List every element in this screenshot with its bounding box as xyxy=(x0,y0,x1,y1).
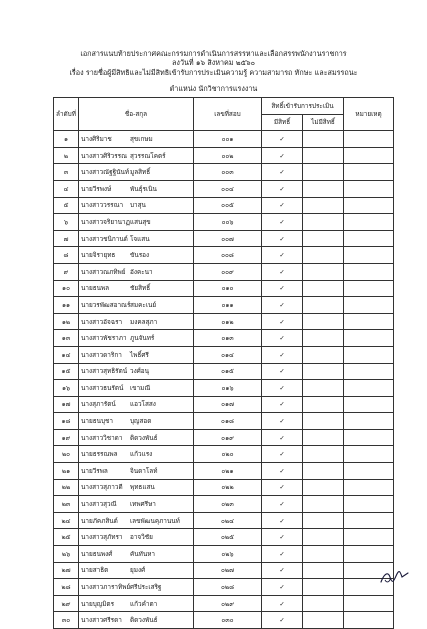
has-right-check-icon: ✓ xyxy=(262,297,303,314)
no-right-cell xyxy=(303,562,344,579)
last-name: โจแสน xyxy=(130,234,150,243)
row-number: ๑๘ xyxy=(54,413,79,430)
no-right-cell xyxy=(303,380,344,397)
table-row xyxy=(54,313,394,330)
row-number: ๑๔ xyxy=(54,346,79,363)
candidate-name xyxy=(79,180,194,197)
candidate-name xyxy=(79,363,194,380)
exam-number: ๐๐๔ xyxy=(194,180,262,197)
exam-number: ๐๒๘ xyxy=(194,579,262,596)
table-row xyxy=(54,429,394,446)
col-header-no-right: ไม่มีสิทธิ์ xyxy=(303,114,344,131)
exam-number: ๐๐๑ xyxy=(194,131,262,148)
exam-number: ๐๑๘ xyxy=(194,413,262,430)
remark-cell xyxy=(344,297,394,314)
first-name: นายจิรายุทธ xyxy=(81,251,116,260)
row-number: ๑๕ xyxy=(54,363,79,380)
remark-cell xyxy=(344,396,394,413)
candidate-name xyxy=(79,463,194,480)
candidate-name xyxy=(79,197,194,214)
table-row xyxy=(54,612,394,629)
row-number: ๒ xyxy=(54,147,79,164)
no-right-cell xyxy=(303,595,344,612)
candidate-name xyxy=(79,164,194,181)
last-name: บุญสอด xyxy=(130,417,152,426)
table-row xyxy=(54,546,394,563)
has-right-check-icon: ✓ xyxy=(262,496,303,513)
exam-number: ๐๐๕ xyxy=(194,197,262,214)
no-right-cell xyxy=(303,396,344,413)
no-right-cell xyxy=(303,263,344,280)
remark-cell xyxy=(344,147,394,164)
table-row xyxy=(54,579,394,596)
row-number: ๒๘ xyxy=(54,579,79,596)
table-row xyxy=(54,197,394,214)
row-number: ๑ xyxy=(54,131,79,148)
last-name: พุทธแสน xyxy=(130,483,155,492)
row-number: ๔ xyxy=(54,180,79,197)
last-name: สุวรรณโคตร์ xyxy=(130,151,166,160)
row-number: ๓๐ xyxy=(54,612,79,629)
remark-cell xyxy=(344,546,394,563)
col-header-rights: สิทธิ์เข้ารับการประเมิน xyxy=(262,98,344,115)
has-right-check-icon: ✓ xyxy=(262,529,303,546)
table-row xyxy=(54,496,394,513)
has-right-check-icon: ✓ xyxy=(262,546,303,563)
remark-cell xyxy=(344,512,394,529)
row-number: ๓ xyxy=(54,164,79,181)
has-right-check-icon: ✓ xyxy=(262,396,303,413)
remark-cell xyxy=(344,413,394,430)
doc-heading: เอกสารแนบท้ายประกาศคณะกรรมการดำเนินการสรรหาและเลือกสรรพนักงานราชการ xyxy=(80,49,347,58)
candidate-name xyxy=(79,413,194,430)
has-right-check-icon: ✓ xyxy=(262,579,303,596)
last-name: สมคะเนย์ xyxy=(130,300,157,309)
col-header-code: เลขที่สอบ xyxy=(194,98,262,131)
row-number: ๒๕ xyxy=(54,529,79,546)
last-name: คันทันหา xyxy=(130,549,156,558)
first-name: นางสาวสุภาวดี xyxy=(81,483,123,492)
first-name: นางสาวอัจฉรา xyxy=(81,317,123,326)
last-name: บาสุน xyxy=(130,201,146,210)
table-row xyxy=(54,280,394,297)
no-right-cell xyxy=(303,313,344,330)
no-right-cell xyxy=(303,496,344,513)
table-row xyxy=(54,446,394,463)
has-right-check-icon: ✓ xyxy=(262,214,303,231)
no-right-cell xyxy=(303,230,344,247)
candidate-name xyxy=(79,512,194,529)
exam-number: ๐๑๒ xyxy=(194,313,262,330)
has-right-check-icon: ✓ xyxy=(262,131,303,148)
exam-number: ๐๒๓ xyxy=(194,496,262,513)
has-right-check-icon: ✓ xyxy=(262,346,303,363)
candidate-name xyxy=(79,579,194,596)
exam-number: ๐๐๗ xyxy=(194,230,262,247)
first-name: นางสาวจริยานาฏ xyxy=(81,217,130,226)
table-row xyxy=(54,562,394,579)
no-right-cell xyxy=(303,297,344,314)
remark-cell xyxy=(344,612,394,629)
exam-number: ๐๒๖ xyxy=(194,546,262,563)
last-name: เลขพัฒนคุภานนท์ xyxy=(130,516,180,525)
row-number: ๕ xyxy=(54,197,79,214)
last-name: พันธุ์รเนิน xyxy=(130,184,157,193)
remark-cell xyxy=(344,446,394,463)
doc-subject: เรื่อง รายชื่อผู้มีสิทธิและไม่มีสิทธิเข้ารับการประเมินความรู้ ความสามารถ ทักษะ และสมรรถนะ xyxy=(69,68,358,77)
last-name: ติดวงพันธ์ xyxy=(130,616,158,625)
exam-number: ๐๒๑ xyxy=(194,463,262,480)
remark-cell xyxy=(344,197,394,214)
first-name: นางสาวณภทิพย์ xyxy=(81,267,126,276)
first-name: นางสาวศิริวรรณ xyxy=(81,151,128,160)
col-header-remark: หมายเหตุ xyxy=(344,98,394,131)
has-right-check-icon: ✓ xyxy=(262,595,303,612)
has-right-check-icon: ✓ xyxy=(262,313,303,330)
first-name: นายสาธิต xyxy=(81,566,109,575)
table-body xyxy=(54,131,394,629)
table-row xyxy=(54,396,394,413)
table-row xyxy=(54,463,394,480)
table-row xyxy=(54,230,394,247)
table-row xyxy=(54,512,394,529)
last-name: ยุมงศ์ xyxy=(130,566,146,575)
candidate-name xyxy=(79,429,194,446)
remark-cell xyxy=(344,496,394,513)
has-right-check-icon: ✓ xyxy=(262,562,303,579)
no-right-cell xyxy=(303,429,344,446)
remark-cell xyxy=(344,230,394,247)
candidate-name xyxy=(79,247,194,264)
exam-number: ๐๑๖ xyxy=(194,380,262,397)
table-row xyxy=(54,180,394,197)
remark-cell xyxy=(344,263,394,280)
candidate-name xyxy=(79,330,194,347)
row-number: ๒๑ xyxy=(54,463,79,480)
candidate-name xyxy=(79,396,194,413)
candidate-name xyxy=(79,147,194,164)
exam-number: ๐๒๔ xyxy=(194,512,262,529)
no-right-cell xyxy=(303,612,344,629)
remark-cell xyxy=(344,479,394,496)
table-row xyxy=(54,247,394,264)
table-row xyxy=(54,529,394,546)
no-right-cell xyxy=(303,529,344,546)
candidate-name xyxy=(79,346,194,363)
has-right-check-icon: ✓ xyxy=(262,429,303,446)
no-right-cell xyxy=(303,280,344,297)
exam-number: ๐๑๕ xyxy=(194,363,262,380)
no-right-cell xyxy=(303,214,344,231)
remark-cell xyxy=(344,346,394,363)
first-name: นางสาวธนรัตน์ xyxy=(81,383,124,392)
last-name: ติดวงพันธ์ xyxy=(130,433,158,442)
no-right-cell xyxy=(303,147,344,164)
last-name: แก้วคำตา xyxy=(130,599,158,608)
table-row xyxy=(54,147,394,164)
table-row xyxy=(54,479,394,496)
has-right-check-icon: ✓ xyxy=(262,479,303,496)
no-right-cell xyxy=(303,346,344,363)
has-right-check-icon: ✓ xyxy=(262,463,303,480)
remark-cell xyxy=(344,180,394,197)
candidate-name xyxy=(79,446,194,463)
candidate-name xyxy=(79,496,194,513)
candidate-table xyxy=(53,97,394,629)
last-name: แสนสุข xyxy=(130,217,151,226)
no-right-cell xyxy=(303,164,344,181)
no-right-cell xyxy=(303,413,344,430)
signature xyxy=(378,565,412,587)
no-right-cell xyxy=(303,546,344,563)
row-number: ๒๗ xyxy=(54,562,79,579)
candidate-name xyxy=(79,297,194,314)
first-name: นายธนบุชา xyxy=(81,417,113,426)
exam-number: ๐๑๗ xyxy=(194,396,262,413)
row-number: ๗ xyxy=(54,230,79,247)
row-number: ๑๖ xyxy=(54,380,79,397)
remark-cell xyxy=(344,280,394,297)
table-row xyxy=(54,346,394,363)
remark-cell xyxy=(344,429,394,446)
table-row xyxy=(54,297,394,314)
no-right-cell xyxy=(303,330,344,347)
first-name: นางสาวดาริกา xyxy=(81,350,122,359)
table-row xyxy=(54,263,394,280)
candidate-name xyxy=(79,546,194,563)
has-right-check-icon: ✓ xyxy=(262,612,303,629)
first-name: นางสาวสุวณี xyxy=(81,500,117,509)
first-name: นางสาวพัชราภา xyxy=(81,334,127,343)
col-header-no: ลำดับที่ xyxy=(54,98,79,131)
table-row xyxy=(54,413,394,430)
has-right-check-icon: ✓ xyxy=(262,280,303,297)
exam-number: ๐๒๗ xyxy=(194,562,262,579)
exam-number: ๐๑๔ xyxy=(194,346,262,363)
row-number: ๑๐ xyxy=(54,280,79,297)
last-name: เขามณี xyxy=(130,383,151,392)
doc-position: ตำแหน่ง นักวิชาการแรงงาน xyxy=(169,84,258,93)
row-number: ๒๓ xyxy=(54,496,79,513)
candidate-name xyxy=(79,214,194,231)
last-name: ขันรอง xyxy=(130,251,150,260)
row-number: ๑๙ xyxy=(54,429,79,446)
row-number: ๑๗ xyxy=(54,396,79,413)
candidate-name xyxy=(79,313,194,330)
exam-number: ๐๒๒ xyxy=(194,479,262,496)
doc-date: ลงวันที่ ๑๖ สิงหาคม ๒๕๖๐ xyxy=(172,58,255,67)
table-row xyxy=(54,380,394,397)
exam-number: ๐๑๙ xyxy=(194,429,262,446)
remark-cell xyxy=(344,214,394,231)
row-number: ๒๔ xyxy=(54,512,79,529)
row-number: ๖ xyxy=(54,214,79,231)
has-right-check-icon: ✓ xyxy=(262,446,303,463)
first-name: นางสาวสุทธิรัตน์ xyxy=(81,367,128,376)
first-name: นายวรพัฒสอาณร์ xyxy=(81,300,131,309)
last-name: สุขเกษม xyxy=(130,134,153,143)
first-name: นางสาวภาราทิพย์ xyxy=(81,583,131,592)
no-right-cell xyxy=(303,197,344,214)
candidate-name xyxy=(79,230,194,247)
exam-number: ๐๒๕ xyxy=(194,529,262,546)
row-number: ๑๑ xyxy=(54,297,79,314)
row-number: ๒๙ xyxy=(54,595,79,612)
table-row xyxy=(54,164,394,181)
has-right-check-icon: ✓ xyxy=(262,247,303,264)
has-right-check-icon: ✓ xyxy=(262,164,303,181)
row-number: ๒๐ xyxy=(54,446,79,463)
first-name: นายธนพล xyxy=(81,284,110,293)
first-name: นายวีรพงษ์ xyxy=(81,184,112,193)
last-name: แอวโสสง xyxy=(130,400,156,409)
has-right-check-icon: ✓ xyxy=(262,180,303,197)
last-name: แก้วแรง xyxy=(130,450,153,459)
exam-number: ๐๐๓ xyxy=(194,164,262,181)
exam-number: ๐๐๙ xyxy=(194,263,262,280)
table-row xyxy=(54,363,394,380)
col-header-name: ชื่อ-สกุล xyxy=(79,98,194,131)
candidate-name xyxy=(79,263,194,280)
first-name: นางสุภารัตน์ xyxy=(81,400,116,409)
has-right-check-icon: ✓ xyxy=(262,512,303,529)
has-right-check-icon: ✓ xyxy=(262,380,303,397)
first-name: นางศิริมาช xyxy=(81,134,112,143)
last-name: อาจวิชัย xyxy=(130,533,153,542)
has-right-check-icon: ✓ xyxy=(262,230,303,247)
first-name: นางสาวสุภัทรา xyxy=(81,533,123,542)
last-name: ไพธิ์ศรี xyxy=(130,350,149,359)
no-right-cell xyxy=(303,131,344,148)
remark-cell xyxy=(344,330,394,347)
table-row xyxy=(54,595,394,612)
has-right-check-icon: ✓ xyxy=(262,197,303,214)
first-name: นายวีรพล xyxy=(81,466,108,475)
remark-cell xyxy=(344,380,394,397)
remark-cell xyxy=(344,164,394,181)
last-name: มูลสิทธิ์ xyxy=(130,168,151,177)
candidate-name xyxy=(79,612,194,629)
remark-cell xyxy=(344,131,394,148)
exam-number: ๐๐๖ xyxy=(194,214,262,231)
row-number: ๑๒ xyxy=(54,313,79,330)
row-number: ๒๒ xyxy=(54,479,79,496)
remark-cell xyxy=(344,529,394,546)
exam-number: ๐๐๒ xyxy=(194,147,262,164)
first-name: นางสาวณัฐฐินันท์ xyxy=(81,168,130,177)
last-name: ภูนจันทร์ xyxy=(130,334,155,343)
has-right-check-icon: ✓ xyxy=(262,263,303,280)
last-name: มงคลสุภา xyxy=(130,317,158,326)
last-name: ศรีประเสริฐ xyxy=(130,583,162,592)
exam-number: ๐๐๘ xyxy=(194,247,262,264)
first-name: นางสาววรรณา xyxy=(81,201,124,210)
has-right-check-icon: ✓ xyxy=(262,363,303,380)
no-right-cell xyxy=(303,512,344,529)
first-name: นางสาวชนิกานต์ xyxy=(81,234,128,243)
first-name: นางสาววิชาดา xyxy=(81,433,123,442)
no-right-cell xyxy=(303,363,344,380)
last-name: ชัยสิทธิ์ xyxy=(130,284,151,293)
exam-number: ๐๓๐ xyxy=(194,612,262,629)
last-name: วงศ์อนุ xyxy=(130,367,149,376)
remark-cell xyxy=(344,363,394,380)
exam-number: ๐๑๓ xyxy=(194,330,262,347)
no-right-cell xyxy=(303,180,344,197)
row-number: ๘ xyxy=(54,247,79,264)
table-row xyxy=(54,131,394,148)
candidate-name xyxy=(79,380,194,397)
last-name: เทพศรีษา xyxy=(130,500,156,509)
col-header-has-right: มีสิทธิ์ xyxy=(262,114,303,131)
first-name: นายธรรณพล xyxy=(81,450,118,459)
remark-cell xyxy=(344,313,394,330)
candidate-name xyxy=(79,479,194,496)
remark-cell xyxy=(344,247,394,264)
first-name: นางสาวศรีรดา xyxy=(81,616,122,625)
first-name: นายธนพงศ์ xyxy=(81,549,113,558)
first-name: นายภัคภสินต์ xyxy=(81,516,118,525)
no-right-cell xyxy=(303,479,344,496)
exam-number: ๐๑๑ xyxy=(194,297,262,314)
exam-number: ๐๑๐ xyxy=(194,280,262,297)
remark-cell xyxy=(344,595,394,612)
row-number: ๒๖ xyxy=(54,546,79,563)
last-name: อังคะนา xyxy=(130,267,153,276)
candidate-name xyxy=(79,529,194,546)
has-right-check-icon: ✓ xyxy=(262,330,303,347)
row-number: ๑๓ xyxy=(54,330,79,347)
table-row xyxy=(54,330,394,347)
has-right-check-icon: ✓ xyxy=(262,413,303,430)
candidate-name xyxy=(79,595,194,612)
last-name: จินดาโลท์ xyxy=(130,466,158,475)
first-name: นายบุญมิตร xyxy=(81,599,114,608)
remark-cell xyxy=(344,463,394,480)
no-right-cell xyxy=(303,463,344,480)
candidate-name xyxy=(79,280,194,297)
no-right-cell xyxy=(303,446,344,463)
has-right-check-icon: ✓ xyxy=(262,147,303,164)
no-right-cell xyxy=(303,247,344,264)
row-number: ๙ xyxy=(54,263,79,280)
no-right-cell xyxy=(303,579,344,596)
candidate-name xyxy=(79,562,194,579)
candidate-name xyxy=(79,131,194,148)
table-row xyxy=(54,214,394,231)
exam-number: ๐๒๙ xyxy=(194,595,262,612)
exam-number: ๐๒๐ xyxy=(194,446,262,463)
